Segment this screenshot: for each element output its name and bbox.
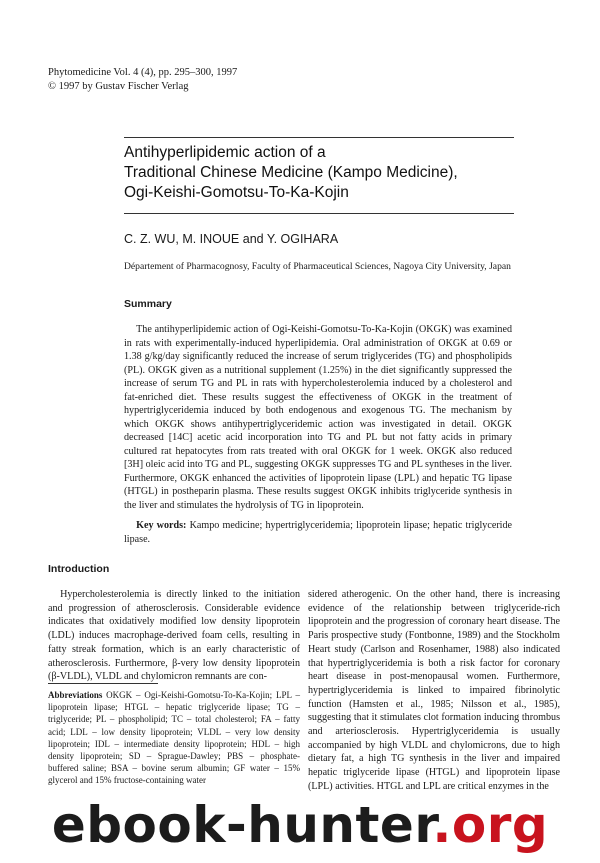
- journal-copyright: © 1997 by Gustav Fischer Verlag: [48, 81, 189, 92]
- summary-heading: Summary: [124, 298, 172, 310]
- title-bottom-rule: [124, 213, 514, 214]
- keywords-text: Kampo medicine; hypertriglyceridemia; lipoprotein lipase; hepatic triglyceride lipase.: [124, 520, 513, 545]
- summary-body: [124, 323, 512, 512]
- abbreviations-footnote: [48, 689, 300, 787]
- introduction-paragraph: Hypercholesterolemia is directly linked to the initiation and progression of atherosclerosis. Considerable evidence indicates that oxidatively modified low density lipoprotein (LDL) induces macrophage-derived foam cells, resulting in fatty streak formation, which is an early characteristic of atherosclerosis. Furthermore, β-very low density lipoprotein (β-VLDL), VLDL and chylomicron remnants are con-: [48, 589, 300, 683]
- introduction-heading: Introduction: [48, 563, 110, 575]
- watermark-text: ebook-hunter: [51, 796, 433, 854]
- title-top-rule: [124, 137, 514, 138]
- footnote-rule: [48, 683, 158, 684]
- watermark-domain: .org: [432, 796, 549, 854]
- journal-citation: Phytomedicine Vol. 4 (4), pp. 295–300, 1997: [48, 67, 238, 78]
- introduction-paragraph-continued: sidered atherogenic. On the other hand, there is increasing evidence of the relationship between triglyceride-rich lipoprotein and the progression of coronary heart disease. The Paris prospective study (Fontbonne, 1989) and the Stockholm Heart study (Carlson and Rosenhamer, 1988) also indicated that hypertriglyceridemia is both a risk factor for coronary heart disease in post-menopausal women. Furthermore, hypertriglyceridemia is linked to impaired fibrinolytic function (Hamsten et al., 1985; Nilsson et al., 1985), suggesting that it stimulates clot formation inducing thrombus and arteriosclerosis. Hypertriglyceridemia is usually accompanied by high VLDL and chylomicrons, due to high dietary fat, a high TG synthesis in the liver and impaired hepatic triglyceride lipase (HTGL) and lipoprotein lipase (LPL) activities. HTGL and LPL are critical enzymes in the: [308, 589, 560, 792]
- article-title: [124, 143, 524, 203]
- affiliation: Département of Pharmacognosy, Faculty of Pharmaceutical Sciences, Nagoya City University, Japan: [124, 261, 511, 272]
- keywords: [124, 519, 512, 546]
- author-list: C. Z. WU, M. INOUE and Y. OGIHARA: [124, 232, 339, 246]
- abbreviations-label: Abbreviations: [48, 690, 103, 700]
- title-line: Ogi-Keishi-Gomotsu-To-Ka-Kojin: [124, 184, 349, 201]
- summary-text: The antihyperlipidemic action of Ogi-Keishi-Gomotsu-To-Ka-Kojin (OKGK) was examined in rats with experimentally-induced hyperlipidemia. Oral administration of OKGK at 0.69 or 1.38 g/kg/day significantly reduced the increase of serum triglycerides (TG) and phospholipids (PL). OKGK given as a nutritional supplement (1.25%) in the diet significantly suppressed the increase of serum TG and PL in rats with hypercholesterolemia induced by a cholesterol and fat-enriched diet. These results suggest the effectiveness of OKGK in the treatment of hypertriglyceridemia induced by both endogenous and exogenous TG. The mechanism by which OKGK shows antihypertriglyceridemic action was investigated in detail. OKGK decreased [14C] acetic acid incorporation into TG and PL but not fatty acids in primary cultured rat hepatocytes from rats treated with oral OKGK for 1 week. OKGK also reduced [3H] oleic acid into TG and PL, suggesting OKGK suppresses TG and PL syntheses in the liver. Furthermore, OKGK enhanced the activities of lipoprotein lipase (LPL) and hepatic TG lipase (HTGL) in postheparin plasma. These results suggest OKGK inhibits triglyceride synthesis in the liver and stimulates the hydrolysis of TG in lipoprotein.: [124, 324, 512, 511]
- watermark-logo: [0, 796, 600, 854]
- introduction-column-left: [48, 588, 300, 684]
- title-line: Traditional Chinese Medicine (Kampo Medicine),: [124, 164, 458, 181]
- title-line: Antihyperlipidemic action of a: [124, 144, 326, 161]
- abbreviations-text: OKGK – Ogi-Keishi-Gomotsu-To-Ka-Kojin; LPL – lipoprotein lipase; HTGL – hepatic triglyceride lipase; TG – triglyceride; PL – phospholipid; TC – total cholesterol; FA – fatty acid; LDL – low density lipoprotein; VLDL – very low density lipoprotein; IDL – intermediate density lipoprotein; HDL – high density lipoprotein; SD – Sprague-Dawley; PBS – phosphate-buffered saline; BSA – bovine serum albumin; GF water – 15% glycerol and 15% fructose-containing water: [48, 690, 300, 786]
- introduction-column-right: [308, 588, 560, 794]
- journal-header: [48, 66, 237, 94]
- keywords-label: Key words:: [136, 520, 187, 531]
